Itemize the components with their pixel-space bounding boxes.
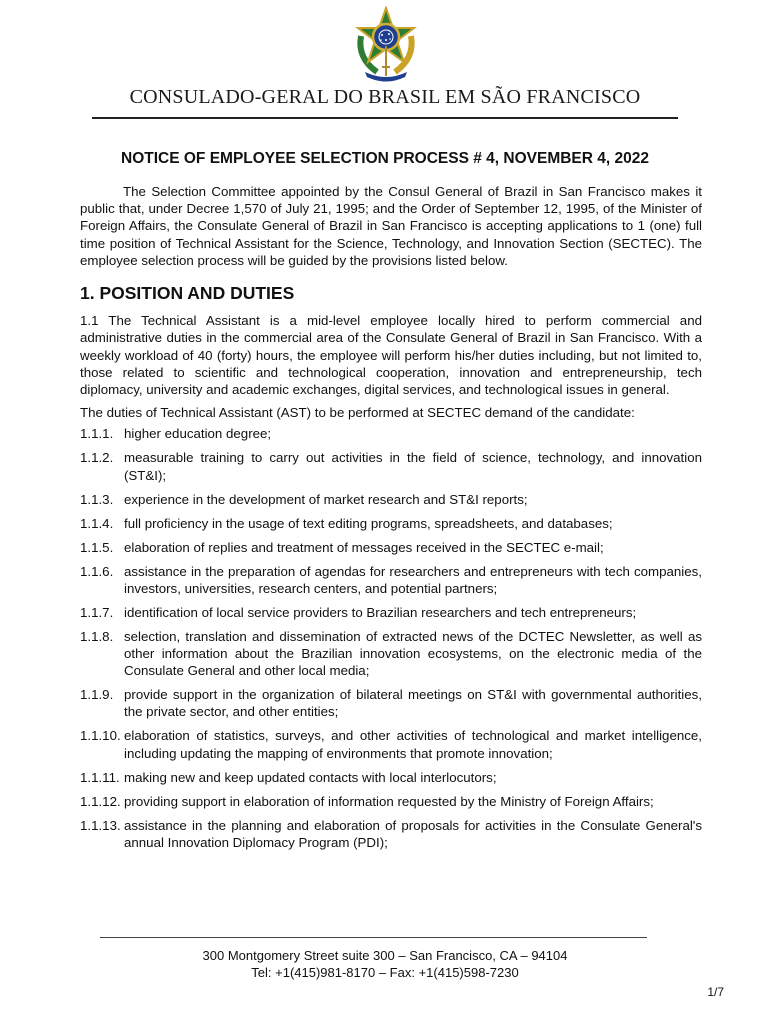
- list-item: [80, 727, 702, 761]
- item-number: 1.1.6.: [80, 563, 114, 579]
- item-number: 1.1.1.: [80, 426, 114, 442]
- item-number: 1.1.5.: [80, 539, 114, 555]
- item-text: full proficiency in the usage of text editing programs, spreadsheets, and databases;: [124, 515, 613, 531]
- item-text: provide support in the organization of bilateral meetings on ST&I with governmental authorities, the private sector, and other entities;: [124, 687, 702, 720]
- item-number: 1.1.4.: [80, 515, 114, 531]
- page-number: 1/7: [707, 985, 724, 999]
- item-text: assistance in the planning and elaboration of proposals for activities in the Consulate General's annual Innovation Diplomacy Program (PDI);: [124, 817, 702, 850]
- section-heading: 1. POSITION AND DUTIES: [80, 283, 295, 304]
- item-number: 1.1.2.: [80, 450, 114, 466]
- item-number: 1.1.12.: [80, 793, 121, 809]
- list-item: [80, 515, 702, 532]
- list-item: [80, 449, 702, 483]
- list-item: [80, 628, 702, 680]
- list-item: [80, 604, 702, 621]
- item-number: 1.1.3.: [80, 491, 114, 507]
- item-number: 1.1.9.: [80, 687, 114, 703]
- list-item: [80, 686, 702, 720]
- item-text: elaboration of statistics, surveys, and other activities of technological and market intelligence, including updating the mapping of environments that promote innovation;: [124, 728, 702, 761]
- intro-paragraph: The Selection Committee appointed by the Consul General of Brazil in San Francisco makes it public that, under Decree 1,570 of July 21, 1995; and the Order of September 12, 1995, of the Minister of Foreign Affairs, the Consulate General of Brazil in San Francisco is accepting applications to 1 (one) full time position of Technical Assistant for the Science, Technology, and Innovation Section (SECTEC). The employee selection process will be guided by the provisions listed below.: [80, 184, 702, 268]
- footer-address: 300 Montgomery Street suite 300 – San Francisco, CA – 94104: [202, 948, 568, 963]
- duties-intro: The duties of Technical Assistant (AST) to be performed at SECTEC demand of the candidate:: [80, 405, 635, 421]
- list-item: [80, 425, 702, 442]
- item-text: identification of local service providers to Brazilian researchers and tech entrepreneurs;: [124, 604, 637, 620]
- item-text: higher education degree;: [124, 426, 272, 442]
- item-text: experience in the development of market research and ST&I reports;: [124, 491, 528, 507]
- notice-title: NOTICE OF EMPLOYEE SELECTION PROCESS # 4, NOVEMBER 4, 2022: [121, 150, 649, 167]
- item-text: providing support in elaboration of information requested by the Ministry of Foreign Affairs;: [124, 793, 654, 809]
- item-text: assistance in the preparation of agendas for researchers and entrepreneurs with tech companies, investors, universities, research centers, and potential partners;: [124, 563, 702, 596]
- item-text: selection, translation and dissemination of extracted news of the DCTEC Newsletter, as well as other information about the Brazilian innovation ecosystems, on the electronic media of the Consulate General and other local media;: [124, 628, 702, 679]
- document-body: [80, 183, 702, 858]
- duties-list: [80, 425, 702, 851]
- item-number: 1.1.10.: [80, 728, 121, 744]
- list-item: [80, 491, 702, 508]
- section-paragraph: 1.1 The Technical Assistant is a mid-level employee locally hired to perform commercial and administrative duties in the commercial area of the Consulate General of Brazil in San Francisco. With a weekly workload of 40 (forty) hours, the employee will perform his/her duties including, but not limited to, those related to scientific and technological cooperation, innovation and entrepreneurship, tech diplomacy, university and academic exchanges, digital services, and technological issues in general.: [80, 313, 702, 398]
- list-item: [80, 769, 702, 786]
- footer-divider: [100, 937, 647, 938]
- item-number: 1.1.8.: [80, 628, 114, 644]
- list-item: [80, 563, 702, 597]
- item-text: measurable training to carry out activities in the field of science, technology, and innovation (ST&I);: [124, 450, 702, 483]
- footer-phones: Tel: +1(415)981-8170 – Fax: +1(415)598-7230: [251, 965, 519, 980]
- item-number: 1.1.11.: [80, 769, 120, 785]
- consulate-name: CONSULADO-GERAL DO BRASIL EM SÃO FRANCISCO: [129, 86, 641, 108]
- item-number: 1.1.13.: [80, 817, 121, 833]
- item-text: making new and keep updated contacts with local interlocutors;: [124, 769, 497, 785]
- brazil-coat-of-arms-icon: [351, 6, 421, 84]
- item-text: elaboration of replies and treatment of messages received in the SECTEC e-mail;: [124, 539, 604, 555]
- header-divider: [92, 117, 678, 119]
- list-item: [80, 793, 702, 810]
- list-item: [80, 817, 702, 851]
- list-item: [80, 539, 702, 556]
- item-number: 1.1.7.: [80, 604, 114, 620]
